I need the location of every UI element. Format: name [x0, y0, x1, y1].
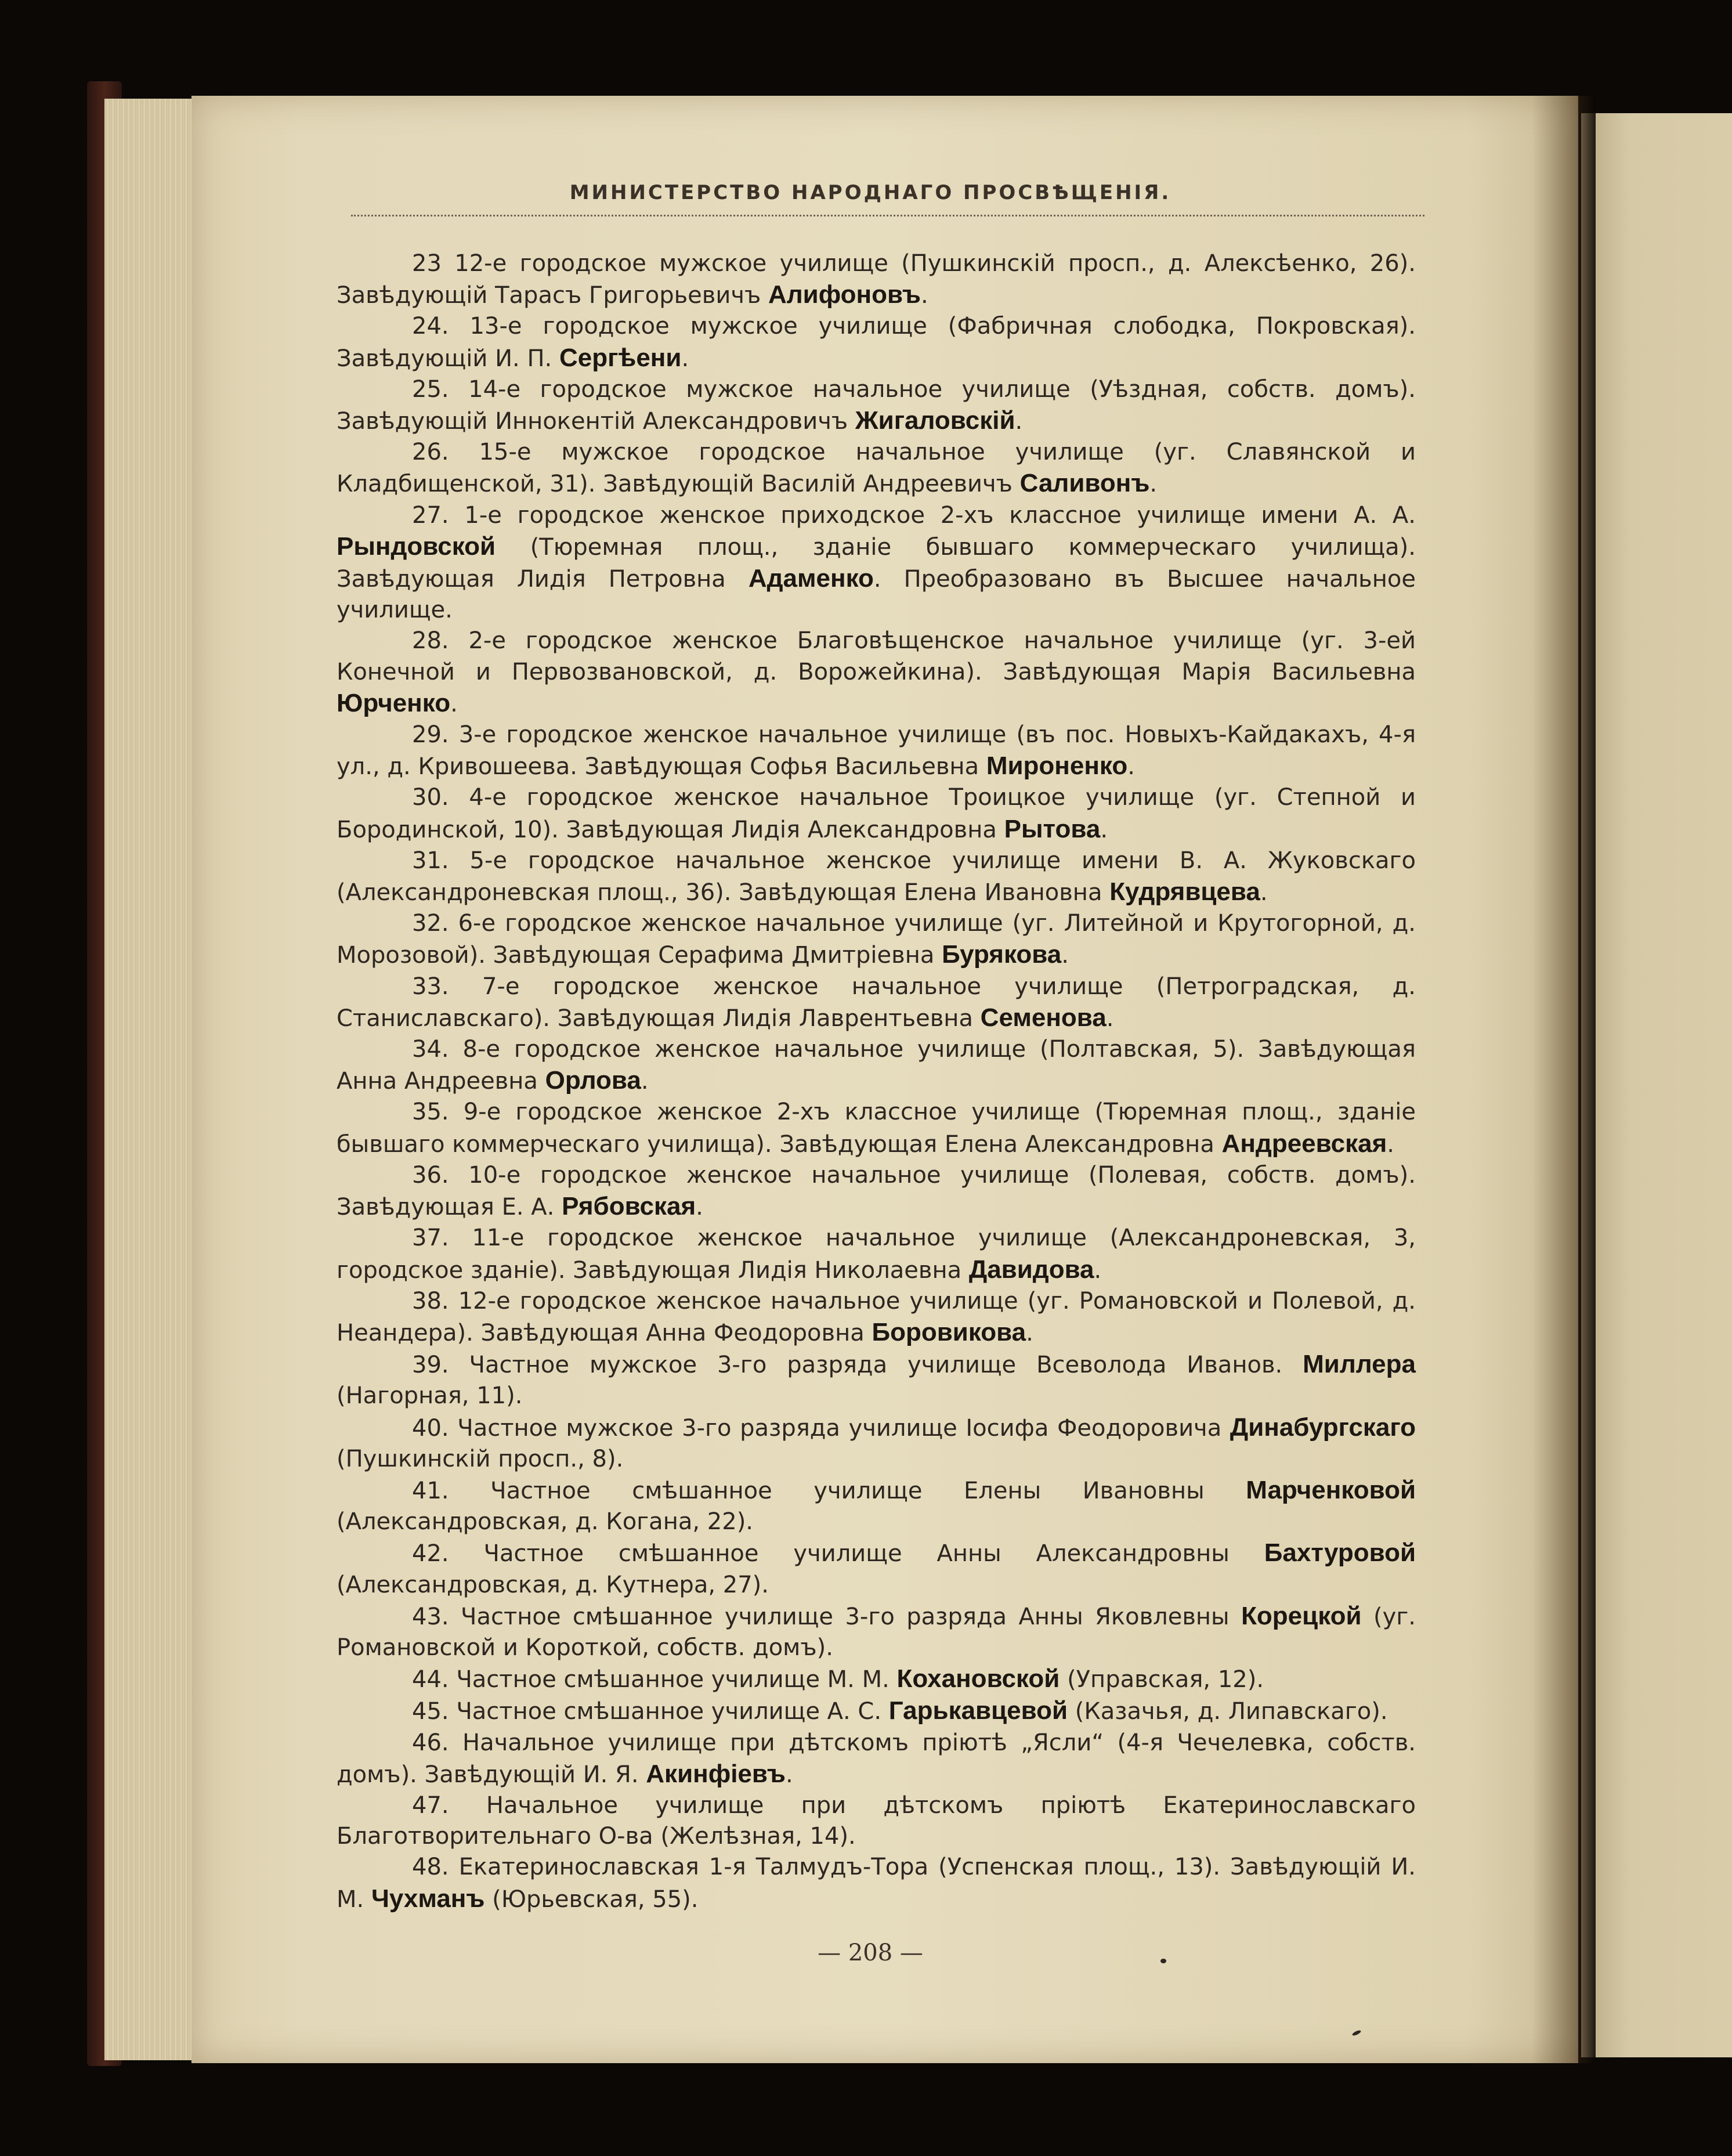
entry-text: 10-е городское женское начальное училище (Полевая, собств. домъ). Завѣдующая Е. А.	[337, 1161, 1416, 1221]
person-name: Сергѣени	[559, 343, 682, 372]
facing-page	[1581, 113, 1732, 2057]
ink-speck	[1160, 1959, 1166, 1963]
person-name: Кудрявцева	[1109, 877, 1260, 907]
entry-number: 48.	[412, 1854, 449, 1881]
person-name: Рытова	[1004, 814, 1101, 843]
entry-number: 24.	[412, 313, 449, 340]
person-name: Динабургскаго	[1230, 1413, 1416, 1442]
person-name: Акинфіевъ	[646, 1759, 786, 1788]
entry-number: 38.	[412, 1287, 449, 1314]
entry-text: Екатеринославская 1-я Талмудъ-Тора (Успенская площ., 13). Завѣдующій И. М.	[337, 1854, 1416, 1913]
person-name: Жигаловскій	[855, 406, 1015, 435]
list-item	[337, 1412, 1416, 1475]
list-item	[337, 248, 1416, 311]
entry-text: 8-е городское женское начальное училище (Полтавская, 5). Завѣдующая Анна Андреевна	[337, 1036, 1416, 1095]
person-name: Марченковой	[1246, 1475, 1416, 1504]
page-number: — 208 —	[818, 1940, 923, 1966]
entry-number: 36.	[412, 1161, 449, 1189]
list-item	[337, 1663, 1416, 1695]
person-name: Бурякова	[942, 940, 1062, 969]
list-item	[337, 908, 1416, 971]
entry-text: 2-е городское женское Благовѣщенское начальное училище (уг. 3-ей Конечной и Первозвановской, д. Ворожейкина). Завѣдующая Марія Васильевна	[337, 627, 1416, 685]
person-name: Мироненко	[986, 752, 1128, 781]
entry-text: Частное мужское 3-го разряда училище Іосифа Феодоровича	[449, 1414, 1230, 1442]
entry-text: Частное смѣшанное училище М. М.	[449, 1666, 897, 1693]
list-item	[337, 1349, 1416, 1411]
person-name: Андреевская	[1221, 1129, 1387, 1158]
school-list	[337, 248, 1416, 1915]
entry-text: Частное смѣшанное училище Анны Александровны	[449, 1540, 1264, 1568]
list-item	[337, 972, 1416, 1034]
list-item	[337, 1790, 1416, 1852]
list-item	[337, 782, 1416, 845]
entry-text: .	[785, 1761, 793, 1788]
person-name: Орлова	[545, 1066, 641, 1095]
entry-number: 44.	[412, 1666, 449, 1693]
entry-text: (Пушкинскій просп., 8).	[337, 1445, 624, 1472]
entry-number: 31.	[412, 847, 449, 874]
entry-number: 45.	[412, 1698, 449, 1725]
entry-number: 41.	[412, 1477, 449, 1504]
entry-number: 42.	[412, 1540, 449, 1568]
entry-text: (Управская, 12).	[1060, 1666, 1264, 1693]
entry-text: 5-е городское начальное женское училище имени В. А. Жуковскаго (Александроневская площ., 36). Завѣдующая Елена Ивановна	[337, 847, 1416, 907]
list-item	[337, 1695, 1416, 1727]
entry-text: .	[1026, 1319, 1033, 1346]
entry-number: 25.	[412, 375, 449, 403]
entry-text: .	[1061, 942, 1069, 969]
list-item	[337, 1728, 1416, 1790]
entry-text: 9-е городское женское 2-хъ классное училище (Тюремная площ., зданіе бывшаго коммерческаго училища). Завѣдующая Елена Александровна	[337, 1099, 1416, 1158]
person-name: Корецкой	[1241, 1601, 1362, 1630]
entry-text: Частное смѣшанное училище А. С.	[449, 1698, 889, 1725]
entry-text: 15-е мужское городское начальное училище (уг. Славянской и Кладбищенской, 31). Завѣдующій Василій Андреевичъ	[337, 439, 1416, 498]
person-name: Алифоновъ	[768, 280, 921, 309]
entry-number: 39.	[412, 1352, 449, 1379]
list-item	[337, 1160, 1416, 1223]
list-item	[337, 1223, 1416, 1285]
list-item	[337, 311, 1416, 374]
entry-number: 32.	[412, 910, 449, 937]
entry-text: Частное мужское 3-го разряда училище Всеволода Иванов.	[449, 1352, 1303, 1379]
person-name: Бахтуровой	[1264, 1539, 1416, 1568]
list-item	[337, 1034, 1416, 1097]
person-name: Саливонъ	[1019, 469, 1150, 498]
entry-text: 6-е городское женское начальное училище (уг. Литейной и Крутогорной, д. Морозовой). Завѣдующая Серафима Дмитріевна	[337, 910, 1416, 969]
list-item	[337, 1097, 1416, 1160]
entry-text: .	[450, 690, 458, 717]
entry-text: 4-е городское женское начальное Троицкое училище (уг. Степной и Бородинской, 10). Завѣдующая Лидія Александровна	[337, 784, 1416, 843]
person-name: Рындовской	[337, 532, 496, 561]
person-name: Юрченко	[337, 688, 451, 717]
entry-number: 46.	[412, 1729, 449, 1756]
list-item	[337, 1601, 1416, 1663]
list-item	[337, 1475, 1416, 1537]
entry-text: .	[1094, 1256, 1102, 1284]
person-name: Миллера	[1303, 1350, 1416, 1379]
entry-number: 40.	[412, 1414, 449, 1442]
list-item	[337, 1286, 1416, 1349]
list-item	[337, 720, 1416, 782]
entry-number: 33.	[412, 973, 449, 1000]
list-item	[337, 1537, 1416, 1600]
entry-text: .	[681, 345, 689, 372]
entry-number: 47.	[412, 1792, 449, 1819]
entry-text: (Александровская, д. Кутнера, 27).	[337, 1571, 769, 1598]
person-name: Семенова	[980, 1003, 1107, 1032]
entry-text: 3-е городское женское начальное училище (въ пос. Новыхъ-Кайдакахъ, 4-я ул., д. Кривошеева. Завѣдующая Софья Васильевна	[337, 721, 1416, 781]
entry-text: .	[1100, 816, 1108, 843]
entry-text: .	[1106, 1005, 1114, 1032]
entry-text: .	[1015, 408, 1023, 435]
entry-number: 35.	[412, 1099, 449, 1126]
entry-text: (Тюремная площ., зданіе бывшаго коммерческаго училища). Завѣдующая Лидія Петровна	[337, 533, 1416, 593]
entry-text: Частное смѣшанное училище 3-го разряда Анны Яковлевны	[449, 1603, 1242, 1630]
entry-number: 28.	[412, 627, 449, 655]
person-name: Чухманъ	[371, 1884, 485, 1913]
entry-text: .	[1387, 1131, 1394, 1158]
entry-number: 29.	[412, 721, 449, 749]
entry-text: 1-е городское женское приходское 2-хъ классное училище имени А. А.	[449, 501, 1416, 529]
list-item	[337, 500, 1416, 626]
entry-text: .	[1127, 753, 1135, 781]
entry-text: .	[1260, 879, 1268, 907]
list-item	[337, 1852, 1416, 1915]
entry-text: Частное смѣшанное училище Елены Ивановны	[449, 1477, 1246, 1504]
gutter-shadow	[1532, 96, 1596, 2063]
entry-text: 12-е городское женское начальное училище (уг. Романовской и Полевой, д. Неандера). Завѣдующая Анна Феодоровна	[337, 1287, 1416, 1346]
entry-text: (уг. Романовской и Короткой, собств. домъ).	[337, 1603, 1416, 1661]
person-name: Рябовская	[562, 1192, 696, 1221]
entry-number: 37.	[412, 1225, 449, 1252]
entry-text: 13-е городское мужское училище (Фабричная слободка, Покровская). Завѣдующій И. П.	[337, 313, 1416, 372]
person-name: Кохановской	[896, 1664, 1060, 1693]
entry-text: Начальное училище при дѣтскомъ пріютѣ „Ясли“ (4-я Чечелевка, собств. домъ). Завѣдующій И. Я.	[337, 1729, 1416, 1788]
entry-text: . Преобразовано въ Высшее начальное училище.	[337, 566, 1416, 624]
entry-text: .	[1149, 471, 1158, 498]
entry-text: 11-е городское женское начальное училище (Александроневская, 3, городское зданіе). Завѣдующая Лидія Николаевна	[337, 1225, 1416, 1284]
entry-number: 30.	[412, 784, 449, 811]
entry-text: 14-е городское мужское начальное училище (Уѣздная, собств. домъ). Завѣдующій Иннокентій Александровичъ	[337, 375, 1416, 435]
entry-text: (Юрьевская, 55).	[484, 1886, 699, 1913]
entry-text: 12-е городское мужское училище (Пушкинскій просп., д. Алексѣенко, 26). Завѣдующій Тарасъ Григорьевичъ	[337, 250, 1416, 309]
list-item	[337, 374, 1416, 437]
entry-text: .	[641, 1068, 649, 1095]
entry-text: (Нагорная, 11).	[337, 1382, 523, 1410]
entry-text: (Александровская, д. Когана, 22).	[337, 1508, 754, 1536]
list-item	[337, 437, 1416, 500]
entry-number: 34.	[412, 1036, 449, 1063]
entry-text: Начальное училище при дѣтскомъ пріютѣ Екатеринославскаго Благотворительнаго О-ва (Желѣзная, 14).	[337, 1792, 1416, 1850]
entry-number: 23	[412, 250, 442, 277]
list-item	[337, 846, 1416, 908]
running-head: МИНИСТЕРСТВО НАРОДНАГО ПРОСВѢЩЕНІЯ.	[569, 181, 1171, 204]
person-name: Гарькавцевой	[888, 1696, 1068, 1725]
entry-text: .	[921, 282, 928, 309]
entry-number: 27.	[412, 501, 449, 529]
entry-text: (Казачья, д. Липавскаго).	[1068, 1698, 1388, 1725]
entry-text: .	[696, 1194, 703, 1221]
person-name: Адаменко	[748, 564, 874, 593]
header-rule	[351, 215, 1424, 216]
list-item	[337, 626, 1416, 720]
entry-number: 43.	[412, 1603, 449, 1630]
entry-text: 7-е городское женское начальное училище (Петроградская, д. Станиславскаго). Завѣдующая Лидія Лаврентьевна	[337, 973, 1416, 1032]
person-name: Давидова	[968, 1255, 1094, 1284]
person-name: Боровикова	[872, 1317, 1026, 1346]
entry-number: 26.	[412, 439, 449, 466]
